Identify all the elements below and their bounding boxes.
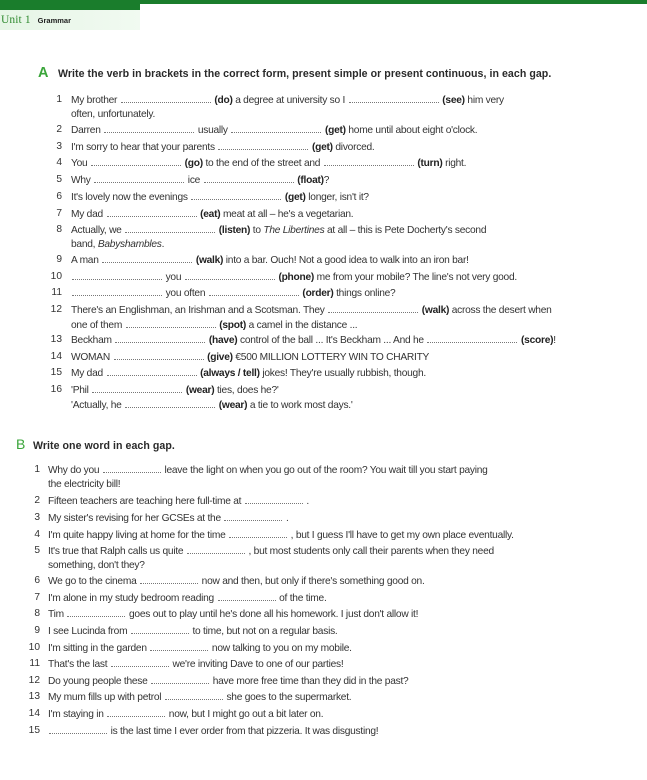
item-number: 14 [50, 351, 62, 362]
answer-gap[interactable] [107, 207, 197, 217]
answer-gap[interactable] [104, 123, 194, 133]
answer-gap[interactable] [125, 398, 215, 408]
item-line [48, 674, 408, 689]
text-run: now, but I might go out a bit later on. [166, 709, 324, 720]
answer-gap[interactable] [231, 123, 321, 133]
text-run: I'm quite happy living at home for the time [48, 530, 229, 541]
item-number: 9 [34, 625, 40, 636]
text-run: to [250, 225, 264, 236]
item-text [71, 253, 469, 268]
verb-prompt: (go) [184, 158, 203, 169]
item-line [71, 93, 504, 108]
text-run: usually [195, 125, 231, 136]
text-run: I'm staying in [48, 709, 107, 720]
text-run: one of them [71, 319, 125, 331]
verb-prompt: (do) [214, 95, 233, 106]
item-line [48, 707, 323, 722]
answer-gap[interactable] [218, 140, 308, 150]
item-line [48, 657, 343, 672]
text-run: €500 MILLION LOTTERY WIN TO CHARITY [232, 352, 430, 363]
item-text [71, 333, 556, 348]
item-text [71, 383, 353, 412]
item-number: 7 [56, 208, 62, 219]
text-run: . [161, 238, 165, 250]
answer-gap[interactable] [102, 253, 192, 263]
item-text [48, 574, 425, 589]
verb-prompt: (phone) [278, 272, 315, 283]
item-line [71, 303, 552, 318]
item-number: 13 [50, 334, 62, 345]
item-line [71, 398, 353, 413]
item-number: 6 [56, 191, 62, 202]
item-line [48, 559, 494, 574]
item-line [71, 223, 486, 238]
item-text [48, 528, 514, 543]
item-number: 1 [56, 94, 62, 105]
item-text [48, 674, 408, 689]
text-run: meat at all – he's a vegetarian. [220, 209, 354, 220]
text-run: band, [71, 238, 98, 250]
italic-title: Babyshambles [97, 238, 162, 250]
item-line [71, 108, 504, 123]
item-number: 13 [28, 691, 40, 702]
answer-gap[interactable] [114, 350, 204, 360]
item-number: 7 [34, 592, 40, 603]
item-text [71, 303, 552, 332]
item-text [48, 591, 327, 606]
exercise-b-instruction: Write one word in each gap. [33, 440, 175, 452]
answer-gap[interactable] [165, 690, 223, 700]
text-run: something, don't they? [48, 559, 145, 571]
verb-prompt: (wear) [218, 399, 248, 411]
item-text [48, 690, 351, 705]
answer-gap[interactable] [349, 93, 439, 103]
item-text [71, 207, 353, 222]
verb-prompt: (spot) [219, 319, 247, 331]
item-text [48, 657, 343, 672]
text-run: into a bar. Ouch! Not a good idea to walk into an iron bar! [223, 255, 469, 266]
item-number: 15 [28, 725, 40, 736]
item-text [71, 270, 517, 285]
answer-gap[interactable] [224, 511, 282, 521]
item-line [71, 156, 466, 171]
text-run: Tim [48, 609, 67, 620]
text-run: My sister's revising for her GCSEs at the [48, 513, 224, 524]
unit-title: Grammar [37, 15, 72, 25]
item-text [48, 624, 338, 639]
answer-gap[interactable] [107, 707, 165, 717]
item-line [71, 123, 477, 138]
text-run: she goes to the supermarket. [223, 692, 352, 703]
item-line [71, 350, 429, 365]
item-line [48, 591, 327, 606]
item-text [48, 463, 488, 492]
item-line [71, 270, 517, 285]
answer-gap[interactable] [115, 333, 205, 343]
text-run: My dad [71, 368, 106, 379]
text-run: ice [185, 175, 203, 186]
item-line [71, 140, 374, 155]
verb-prompt: (float) [297, 175, 324, 186]
exercise-a-heading [38, 65, 551, 81]
text-run: ties, does he?' [214, 385, 279, 396]
item-text [71, 140, 374, 155]
text-run: home until about eight o'clock. [345, 125, 478, 136]
text-run: leave the light on when you go out of the room? You wait till you start paying [161, 465, 488, 476]
item-line [71, 238, 486, 253]
text-run: longer, isn't it? [305, 192, 369, 203]
item-number: 8 [34, 608, 40, 619]
verb-prompt: (see) [442, 95, 465, 106]
item-number: 11 [51, 287, 62, 298]
text-run: Beckham [71, 335, 115, 346]
item-number: 5 [34, 545, 40, 556]
text-run: That's the last [48, 659, 110, 670]
text-run: , but most students only call their parents when they need [245, 546, 494, 557]
item-line [48, 624, 338, 639]
text-run: I'm alone in my study bedroom reading [48, 593, 217, 604]
answer-gap[interactable] [229, 528, 287, 538]
text-run: . [303, 496, 309, 507]
text-run: is the last time I ever order from that pizzeria. It was disgusting! [108, 726, 379, 737]
text-run: 'Phil [71, 385, 92, 396]
item-number: 12 [28, 675, 40, 686]
item-number: 3 [34, 512, 40, 523]
exercise-a-instruction: Write the verb in brackets in the correct form, present simple or present continuous, in each gap. [58, 68, 552, 80]
answer-gap[interactable] [72, 270, 162, 280]
verb-prompt: (have) [208, 335, 238, 346]
text-run: jokes! They're usually rubbish, though. [259, 368, 426, 379]
item-number: 5 [56, 174, 62, 185]
text-run: control of the ball ... It's Beckham ... And he [237, 335, 427, 346]
item-line [71, 366, 426, 381]
item-number: 1 [34, 464, 40, 475]
text-run: at all – this is Pete Docherty's second [324, 225, 487, 236]
answer-gap[interactable] [126, 318, 216, 328]
answer-gap[interactable] [209, 286, 299, 296]
item-text [48, 511, 289, 526]
item-number: 12 [50, 304, 62, 315]
item-text [71, 350, 429, 365]
item-number: 14 [28, 708, 40, 719]
item-text [48, 724, 378, 739]
answer-gap[interactable] [107, 366, 197, 376]
italic-title: The Libertines [263, 225, 325, 236]
text-run: a tie to work most days.' [247, 399, 353, 411]
answer-gap[interactable] [185, 270, 275, 280]
exercise-b-letter: B [16, 436, 26, 452]
item-text [48, 607, 418, 622]
text-run: you [163, 272, 184, 283]
item-number: 11 [29, 658, 40, 669]
item-line [71, 173, 329, 188]
item-number: 16 [50, 384, 62, 395]
answer-gap[interactable] [204, 173, 294, 183]
answer-gap[interactable] [111, 657, 169, 667]
text-run: , but I guess I'll have to get my own place eventually. [288, 530, 514, 541]
text-run: you often [163, 288, 208, 299]
item-line [71, 318, 552, 333]
answer-gap[interactable] [150, 641, 208, 651]
exercise-b-heading [16, 436, 175, 452]
verb-prompt: (listen) [218, 225, 251, 236]
item-number: 3 [56, 141, 62, 152]
text-run: divorced. [332, 142, 375, 153]
text-run: a degree at university so I [232, 95, 348, 106]
item-number: 8 [56, 224, 62, 235]
item-number: 2 [56, 124, 62, 135]
text-run: I'm sitting in the garden [48, 643, 150, 654]
item-line [71, 207, 353, 222]
item-line [71, 286, 395, 301]
item-text [48, 641, 352, 656]
item-line [48, 724, 378, 739]
verb-prompt: (wear) [185, 385, 215, 396]
item-line [48, 607, 418, 622]
item-line [48, 574, 425, 589]
text-run: ? [323, 175, 330, 186]
verb-prompt: (score) [521, 335, 554, 346]
answer-gap[interactable] [131, 624, 189, 634]
text-run: now talking to you on my mobile. [209, 643, 352, 654]
answer-gap[interactable] [49, 724, 107, 734]
verb-prompt: (get) [284, 192, 306, 203]
verb-prompt: (eat) [200, 209, 221, 220]
answer-gap[interactable] [328, 303, 418, 313]
text-run: we're inviting Dave to one of our parties! [169, 659, 344, 670]
text-run: him very [464, 95, 504, 106]
verb-prompt: (walk) [421, 305, 450, 316]
item-text [71, 223, 486, 252]
answer-gap[interactable] [92, 383, 182, 393]
text-run: me from your mobile? The line's not very good. [314, 272, 517, 283]
answer-gap[interactable] [72, 286, 162, 296]
verb-prompt: (turn) [417, 158, 443, 169]
answer-gap[interactable] [94, 173, 184, 183]
answer-gap[interactable] [191, 190, 281, 200]
item-line [48, 478, 488, 493]
item-line [71, 333, 556, 348]
item-line [48, 528, 514, 543]
text-run: Why [71, 175, 94, 186]
item-line [48, 544, 494, 559]
text-run: My dad [71, 209, 106, 220]
item-text [71, 123, 477, 138]
text-run: things online? [333, 288, 396, 299]
answer-gap[interactable] [427, 333, 517, 343]
text-run: often, unfortunately. [71, 108, 156, 120]
item-line [71, 190, 369, 205]
answer-gap[interactable] [103, 463, 161, 473]
item-number: 2 [34, 495, 40, 506]
item-text [71, 190, 369, 205]
text-run: We go to the cinema [48, 576, 140, 587]
item-number: 6 [34, 575, 40, 586]
text-run: Do young people these [48, 676, 151, 687]
text-run: Actually, we [71, 225, 125, 236]
unit-tab [0, 10, 140, 30]
item-line [71, 383, 353, 398]
answer-gap[interactable] [245, 494, 303, 504]
text-run: It's lovely now the evenings [71, 192, 191, 203]
text-run: right. [442, 158, 467, 169]
answer-gap[interactable] [91, 156, 181, 166]
answer-gap[interactable] [140, 574, 198, 584]
text-run: goes out to play until he's done all his homework. I just don't allow it! [126, 609, 419, 620]
verb-prompt: (walk) [195, 255, 224, 266]
text-run: . [283, 513, 289, 524]
text-run: of the time. [276, 593, 327, 604]
item-number: 10 [50, 271, 62, 282]
item-line [48, 690, 351, 705]
header-bar-accent [0, 0, 140, 10]
answer-gap[interactable] [121, 93, 211, 103]
verb-prompt: (always / tell) [200, 368, 260, 379]
item-number: 9 [56, 254, 62, 265]
text-run: ! [553, 335, 556, 346]
answer-gap[interactable] [187, 544, 245, 554]
text-run: the electricity bill! [48, 478, 121, 490]
text-run: My mum fills up with petrol [48, 692, 164, 703]
answer-gap[interactable] [324, 156, 414, 166]
text-run: Darren [71, 125, 104, 136]
answer-gap[interactable] [218, 591, 276, 601]
text-run: A man [71, 255, 102, 266]
text-run: It's true that Ralph calls us quite [48, 546, 186, 557]
text-run: WOMAN [71, 352, 113, 363]
item-line [48, 494, 309, 509]
item-text [71, 93, 504, 122]
text-run: 'Actually, he [71, 399, 125, 411]
text-run: I'm sorry to hear that your parents [71, 142, 218, 153]
answer-gap[interactable] [151, 674, 209, 684]
exercise-a-letter: A [38, 65, 49, 81]
text-run: My brother [71, 95, 120, 106]
text-run: now and then, but only if there's something good on. [199, 576, 425, 587]
item-text [71, 366, 426, 381]
text-run: to time, but not on a regular basis. [189, 626, 338, 637]
text-run: Why do you [48, 465, 102, 476]
answer-gap[interactable] [67, 607, 125, 617]
item-line [71, 253, 469, 268]
item-line [48, 641, 352, 656]
item-line [48, 511, 289, 526]
text-run: There's an Englishman, an Irishman and a Scotsman. They [71, 305, 328, 316]
item-number: 10 [28, 642, 40, 653]
text-run: across the desert when [449, 305, 552, 316]
item-text [71, 173, 329, 188]
item-text [48, 544, 494, 573]
item-text [48, 494, 309, 509]
item-text [71, 156, 466, 171]
item-number: 15 [50, 367, 62, 378]
unit-label: Unit 1 [1, 14, 31, 26]
item-text [48, 707, 323, 722]
item-line [48, 463, 488, 478]
item-text [71, 286, 395, 301]
item-number: 4 [56, 157, 62, 168]
text-run: have more free time than they did in the past? [210, 676, 409, 687]
text-run: a camel in the distance ... [246, 319, 358, 331]
verb-prompt: (get) [324, 125, 346, 136]
text-run: I see Lucinda from [48, 626, 130, 637]
verb-prompt: (give) [207, 352, 233, 363]
answer-gap[interactable] [125, 223, 215, 233]
verb-prompt: (get) [311, 142, 333, 153]
text-run: to the end of the street and [202, 158, 323, 169]
verb-prompt: (order) [302, 288, 334, 299]
item-number: 4 [34, 529, 40, 540]
text-run: You [71, 158, 91, 169]
text-run: Fifteen teachers are teaching here full-time at [48, 496, 244, 507]
